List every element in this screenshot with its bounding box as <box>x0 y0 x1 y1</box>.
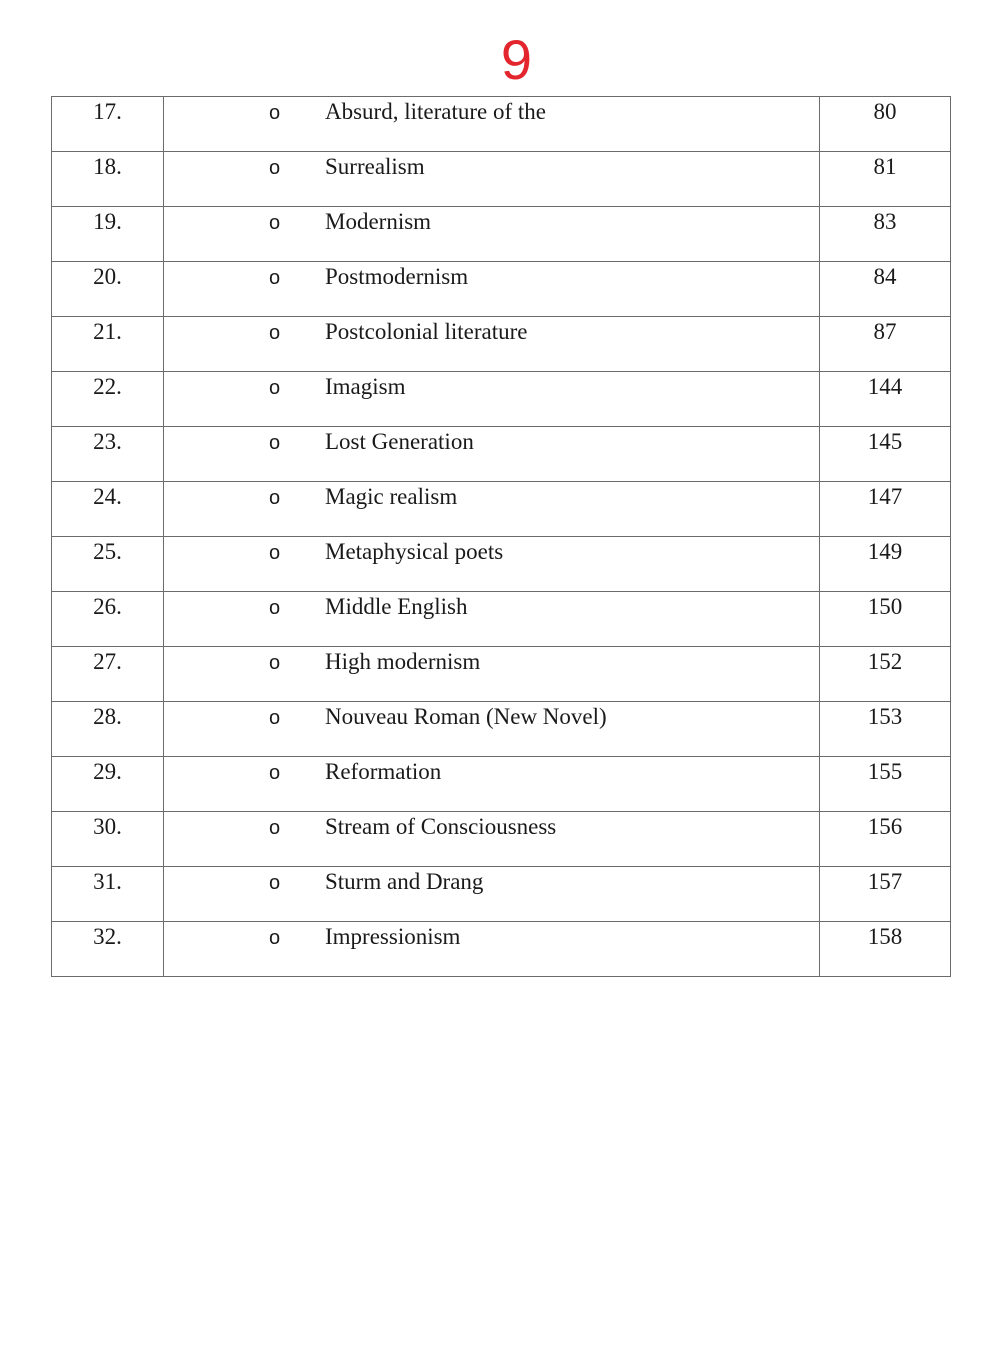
bullet-icon: o <box>269 157 281 179</box>
table-row <box>52 317 951 372</box>
bullet-icon: o <box>269 102 281 124</box>
entry-title: High modernism <box>325 649 481 674</box>
entry-title: Modernism <box>325 209 432 234</box>
table-row <box>52 702 951 757</box>
entry-title-cell <box>164 207 820 262</box>
entry-page-cell <box>820 317 951 372</box>
bullet-icon: o <box>269 872 281 894</box>
entry-page-number: 84 <box>873 264 897 289</box>
table-row <box>52 262 951 317</box>
table-row <box>52 372 951 427</box>
entry-number: 23. <box>93 429 122 454</box>
entry-number-cell <box>52 427 164 482</box>
table-row <box>52 757 951 812</box>
entry-number: 20. <box>93 264 122 289</box>
bullet-icon: o <box>269 707 281 729</box>
entry-number-cell <box>52 647 164 702</box>
bullet-icon: o <box>269 817 281 839</box>
entry-number-cell <box>52 592 164 647</box>
entry-page-cell <box>820 647 951 702</box>
entry-title: Lost Generation <box>325 429 474 454</box>
bullet-icon: o <box>269 652 281 674</box>
entry-number-cell <box>52 152 164 207</box>
entry-number: 24. <box>93 484 122 509</box>
entry-title: Middle English <box>325 594 468 619</box>
entry-title-cell <box>164 592 820 647</box>
toc-body <box>52 97 951 977</box>
entry-title: Surrealism <box>325 154 425 179</box>
table-row <box>52 482 951 537</box>
entry-page-number: 157 <box>867 869 903 894</box>
bullet-icon: o <box>269 487 281 509</box>
entry-title-cell <box>164 757 820 812</box>
entry-page-number: 145 <box>867 429 903 454</box>
table-row <box>52 812 951 867</box>
entry-title-cell <box>164 482 820 537</box>
entry-title: Stream of Consciousness <box>325 814 557 839</box>
entry-number: 21. <box>93 319 122 344</box>
entry-page-number: 156 <box>867 814 903 839</box>
table-row <box>52 427 951 482</box>
entry-title-cell <box>164 317 820 372</box>
entry-page-number: 87 <box>873 319 897 344</box>
entry-number-cell <box>52 482 164 537</box>
entry-title-cell <box>164 537 820 592</box>
entry-number-cell <box>52 262 164 317</box>
entry-page-number: 80 <box>873 99 897 124</box>
entry-number-cell <box>52 207 164 262</box>
bullet-icon: o <box>269 322 281 344</box>
entry-page-cell <box>820 922 951 977</box>
entry-page-cell <box>820 372 951 427</box>
entry-number: 32. <box>93 924 122 949</box>
entry-title: Postcolonial literature <box>325 319 528 344</box>
entry-number-cell <box>52 812 164 867</box>
entry-page-number: 153 <box>867 704 903 729</box>
entry-title-cell <box>164 867 820 922</box>
entry-page-number: 152 <box>867 649 903 674</box>
entry-number-cell <box>52 922 164 977</box>
entry-title: Imagism <box>325 374 406 399</box>
entry-title-cell <box>164 152 820 207</box>
entry-page-cell <box>820 482 951 537</box>
entry-page-cell <box>820 702 951 757</box>
entry-title: Sturm and Drang <box>325 869 484 894</box>
table-row <box>52 97 951 152</box>
entry-title-cell <box>164 427 820 482</box>
entry-title: Magic realism <box>325 484 458 509</box>
entry-number: 30. <box>93 814 122 839</box>
bullet-icon: o <box>269 762 281 784</box>
entry-page-cell <box>820 867 951 922</box>
entry-number: 29. <box>93 759 122 784</box>
bullet-icon: o <box>269 927 281 949</box>
entry-page-number: 144 <box>867 374 903 399</box>
table-row <box>52 647 951 702</box>
table-row <box>52 592 951 647</box>
entry-page-cell <box>820 592 951 647</box>
entry-title-cell <box>164 372 820 427</box>
table-row <box>52 207 951 262</box>
entry-number: 18. <box>93 154 122 179</box>
entry-title: Reformation <box>325 759 442 784</box>
entry-page-cell <box>820 97 951 152</box>
entry-title: Metaphysical poets <box>325 539 504 564</box>
toc-table <box>51 96 951 977</box>
entry-number-cell <box>52 317 164 372</box>
entry-number-cell <box>52 97 164 152</box>
entry-title: Impressionism <box>325 924 461 949</box>
page-number: 9 <box>500 28 533 91</box>
table-row <box>52 537 951 592</box>
entry-number: 26. <box>93 594 122 619</box>
bullet-icon: o <box>269 432 281 454</box>
entry-page-number: 83 <box>873 209 897 234</box>
bullet-icon: o <box>269 267 281 289</box>
entry-number-cell <box>52 537 164 592</box>
entry-page-cell <box>820 537 951 592</box>
entry-title-cell <box>164 262 820 317</box>
entry-page-cell <box>820 427 951 482</box>
table-row <box>52 867 951 922</box>
entry-page-cell <box>820 152 951 207</box>
bullet-icon: o <box>269 542 281 564</box>
entry-number: 31. <box>93 869 122 894</box>
entry-number: 19. <box>93 209 122 234</box>
entry-page-number: 155 <box>867 759 903 784</box>
entry-page-number: 147 <box>867 484 903 509</box>
table-row <box>52 922 951 977</box>
entry-page-cell <box>820 812 951 867</box>
entry-title-cell <box>164 812 820 867</box>
entry-page-cell <box>820 757 951 812</box>
table-row <box>52 152 951 207</box>
entry-page-number: 150 <box>867 594 903 619</box>
entry-title: Postmodernism <box>325 264 469 289</box>
bullet-icon: o <box>269 597 281 619</box>
entry-title-cell <box>164 647 820 702</box>
entry-title: Absurd, literature of the <box>325 99 546 124</box>
entry-title-cell <box>164 922 820 977</box>
entry-page-number: 81 <box>873 154 897 179</box>
entry-title-cell <box>164 702 820 757</box>
entry-number: 27. <box>93 649 122 674</box>
entry-number-cell <box>52 702 164 757</box>
entry-number: 25. <box>93 539 122 564</box>
bullet-icon: o <box>269 212 281 234</box>
entry-number: 28. <box>93 704 122 729</box>
entry-page-number: 149 <box>867 539 903 564</box>
entry-title: Nouveau Roman (New Novel) <box>325 704 607 729</box>
entry-number-cell <box>52 867 164 922</box>
bullet-icon: o <box>269 377 281 399</box>
entry-page-cell <box>820 207 951 262</box>
entry-title-cell <box>164 97 820 152</box>
entry-number-cell <box>52 372 164 427</box>
entry-number: 22. <box>93 374 122 399</box>
entry-number: 17. <box>93 99 122 124</box>
entry-number-cell <box>52 757 164 812</box>
entry-page-number: 158 <box>867 924 903 949</box>
entry-page-cell <box>820 262 951 317</box>
